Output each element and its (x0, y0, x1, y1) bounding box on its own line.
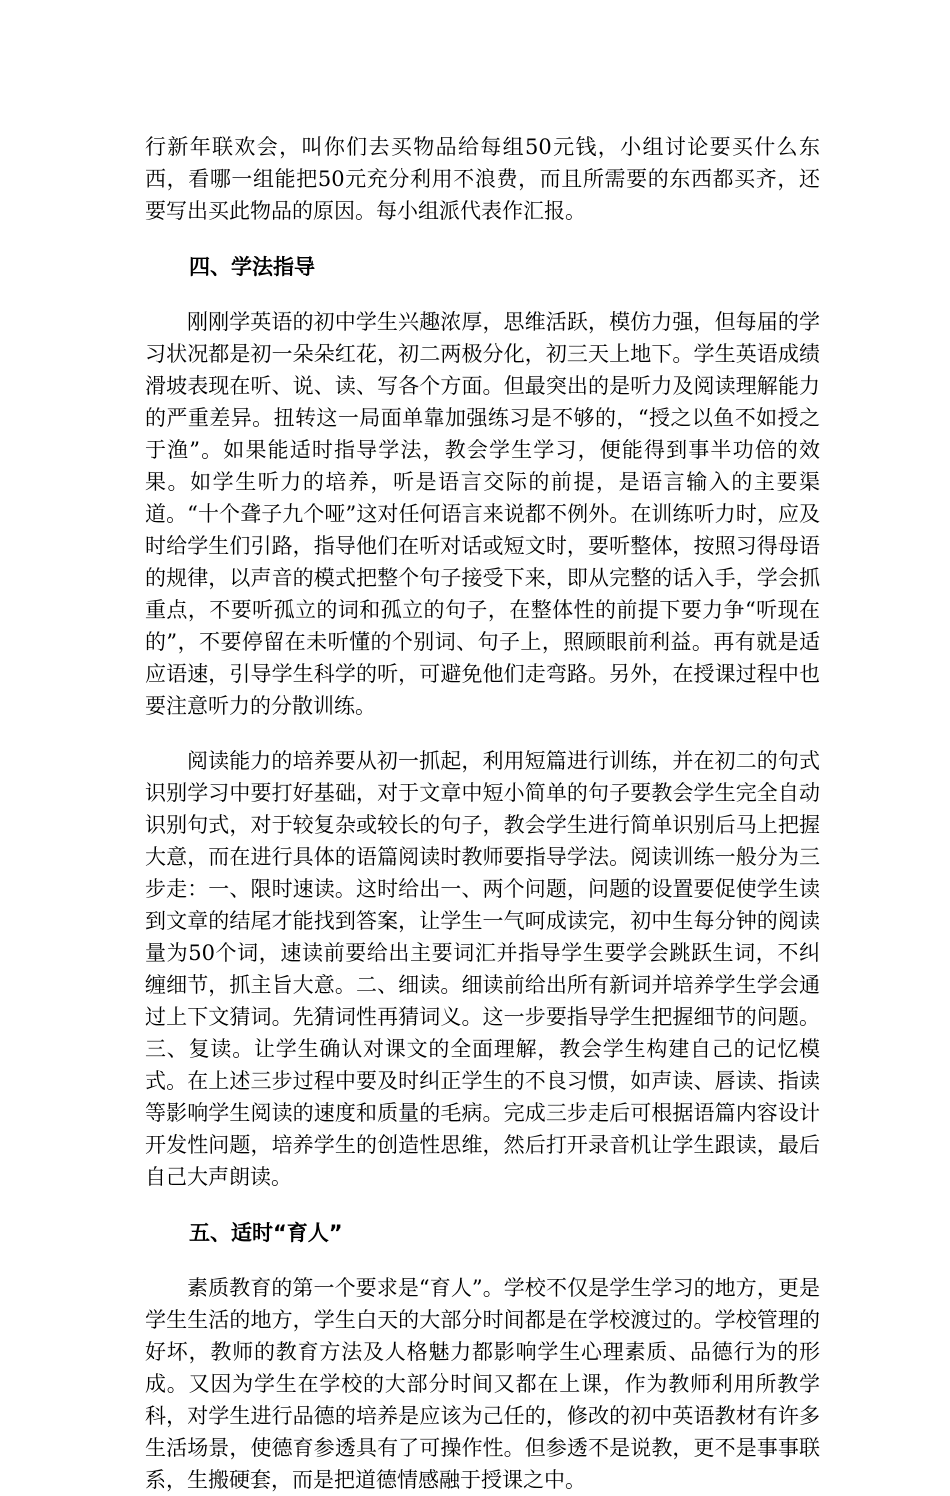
section-heading-study-method: 四、学法指导 (189, 255, 315, 279)
intro-paragraph: 行新年联欢会，叫你们去买物品给每组50元钱，小组讨论要买什么东西，看哪一组能把50元充分利用不浪费，而且所需要的东西都买齐，还要写出买此物品的原因。每小组派代表作汇报。 (145, 135, 820, 223)
document-page (145, 131, 820, 1496)
section-heading-moral-education: 五、适时“育人” (189, 1221, 343, 1245)
paragraph-moral-education: 素质教育的第一个要求是“育人”。学校不仅是学生学习的地方，更是学生生活的地方，学生白天的大部分时间都是在学校渡过的。学校管理的好坏，教师的教育方法及人格魅力都影响学生心理素质、品德行为的形成。又因为学生在学校的大部分时间又都在上课，作为教师利用所教学科，对学生进行品德的培养是应该为己任的，修改的初中英语教材有许多生活场景，使德育参透具有了可操作性。但参透不是说教，更不是事事联系，生搬硬套，而是把道德情感融于授课之中。 (145, 1276, 820, 1492)
paragraph-listening: 刚刚学英语的初中学生兴趣浓厚，思维活跃，模仿力强，但每届的学习状况都是初一朵朵红花，初二两极分化，初三天上地下。学生英语成绩滑坡表现在听、说、读、写各个方面。但最突出的是听力及阅读理解能力的严重差异。扭转这一局面单靠加强练习是不够的，“授之以鱼不如授之于渔”。如果能适时指导学法，教会学生学习，便能得到事半功倍的效果。如学生听力的培养，听是语言交际的前提，是语言输入的主要渠道。“十个聋子九个哑”这对任何语言来说都不例外。在训练听力时，应及时给学生们引路，指导他们在听对话或短文时，要听整体，按照习得母语的规律，以声音的模式把整个句子接受下来，即从完整的话入手，学会抓重点，不要听孤立的词和孤立的句子，在整体性的前提下要力争“听现在的”，不要停留在未听懂的个别词、句子上，照顾眼前利益。再有就是适应语速，引导学生科学的听，可避免他们走弯路。另外，在授课过程中也要注意听力的分散训练。 (145, 310, 820, 718)
paragraph-reading: 阅读能力的培养要从初一抓起，利用短篇进行训练，并在初二的句式识别学习中要打好基础，对于文章中短小简单的句子要教会学生完全自动识别句式，对于较复杂或较长的句子，教会学生进行简单识别后马上把握大意，而在进行具体的语篇阅读时教师要指导学法。阅读训练一般分为三步走：一、限时速读。这时给出一、两个问题，问题的设置要促使学生读到文章的结尾才能找到答案，让学生一气呵成读完，初中生每分钟的阅读量为50个词，速读前要给出主要词汇并指导学生要学会跳跃生词，不纠缠细节，抓主旨大意。二、细读。细读前给出所有新词并培养学生学会通过上下文猜词。先猜词性再猜词义。这一步要指导学生把握细节的问题。三、复读。让学生确认对课文的全面理解，教会学生构建自己的记忆模式。在上述三步过程中要及时纠正学生的不良习惯，如声读、唇读、指读等影响学生阅读的速度和质量的毛病。完成三步走后可根据语篇内容设计开发性问题，培养学生的创造性思维，然后打开录音机让学生跟读，最后自己大声朗读。 (145, 749, 820, 1189)
